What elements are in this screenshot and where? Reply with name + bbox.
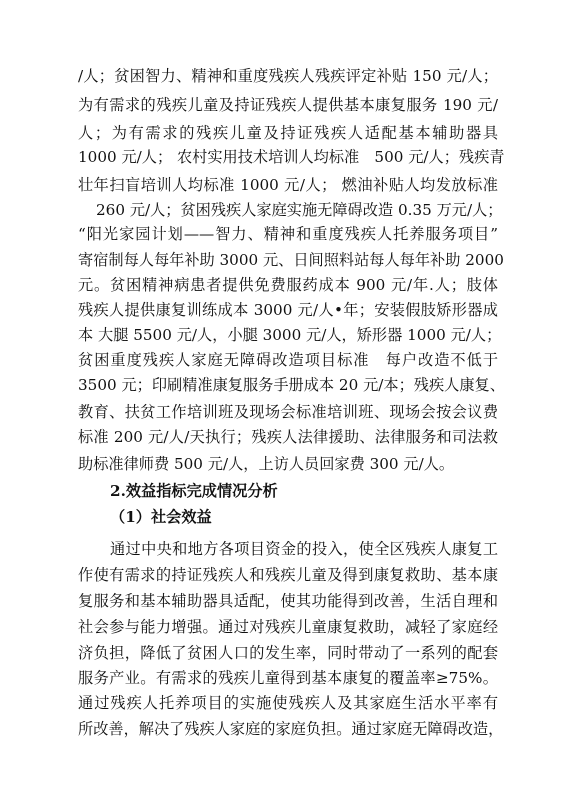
- body-line: 人；为有需求的残疾儿童及持证残疾人适配基本辅助器具: [78, 124, 498, 142]
- body-line: 济负担，降低了贫困人口的发生率，同时带动了一系列的配套: [78, 644, 498, 662]
- body-line: 本 大腿 5500 元/人，小腿 3000 元/人，矫形器 1000 元/人；: [78, 326, 502, 344]
- body-line: 复服务和基本辅助器具适配，使其功能得到改善，生活自理和: [78, 592, 498, 610]
- body-line: 社会参与能力增强。通过对残疾儿童康复救助，减轻了家庭经: [78, 618, 498, 636]
- body-line: 壮年扫盲培训人均标准 1000 元/人； 燃油补贴人均发放标准: [78, 176, 498, 194]
- body-line: 通过中央和地方各项目资金的投入，使全区残疾人康复工: [110, 540, 498, 558]
- body-line: 3500 元；印刷精准康复服务手册成本 20 元/本；残疾人康复、: [78, 376, 505, 394]
- body-line: 作使有需求的持证残疾人和残疾儿童及得到康复救助、基本康: [78, 566, 498, 584]
- section-heading: 2.效益指标完成情况分析: [110, 482, 278, 500]
- body-line: 教育、扶贫工作培训班及现场会标准培训班、现场会按会议费: [78, 403, 498, 421]
- body-line: “阳光家园计划——智力、精神和重度残疾人托养服务项目”: [78, 225, 498, 243]
- body-line: 服务产业。有需求的残疾儿童得到基本康复的覆盖率≥75%。: [78, 669, 498, 687]
- body-line: 残疾人提供康复训练成本 3000 元/人•年；安装假肢矫形器成: [78, 301, 498, 319]
- body-line: 260 元/人；贫困残疾人家庭实施无障碍改造 0.35 万元/人；: [96, 201, 503, 219]
- body-line: 1000 元/人； 农村实用技术培训人均标准 500 元/人；残疾青: [78, 148, 505, 166]
- body-line: /人；贫困智力、精神和重度残疾人残疾评定补贴 150 元/人；: [78, 67, 498, 85]
- body-line: 为有需求的残疾儿童及持证残疾人提供基本康复服务 190 元/: [78, 96, 498, 114]
- body-line: 元。贫困精神病患者提供免费服药成本 900 元/年.人；肢体: [78, 276, 498, 294]
- body-line: 所改善，解决了残疾人家庭的家庭负担。通过家庭无障碍改造，: [78, 720, 504, 738]
- body-line: 寄宿制每人每年补助 3000 元、日间照料站每人每年补助 2000: [78, 251, 504, 269]
- subsection-heading: （1）社会效益: [110, 508, 212, 526]
- body-line: 通过残疾人托养项目的实施使残疾人及其家庭生活水平率有: [78, 694, 498, 712]
- body-line: 助标准律师费 500 元/人，上访人员回家费 300 元/人。: [78, 455, 455, 473]
- body-line: 标准 200 元/人/天执行；残疾人法律援助、法律服务和司法救: [78, 428, 498, 446]
- body-line: 贫困重度残疾人家庭无障碍改造项目标准 每户改造不低于: [78, 351, 498, 369]
